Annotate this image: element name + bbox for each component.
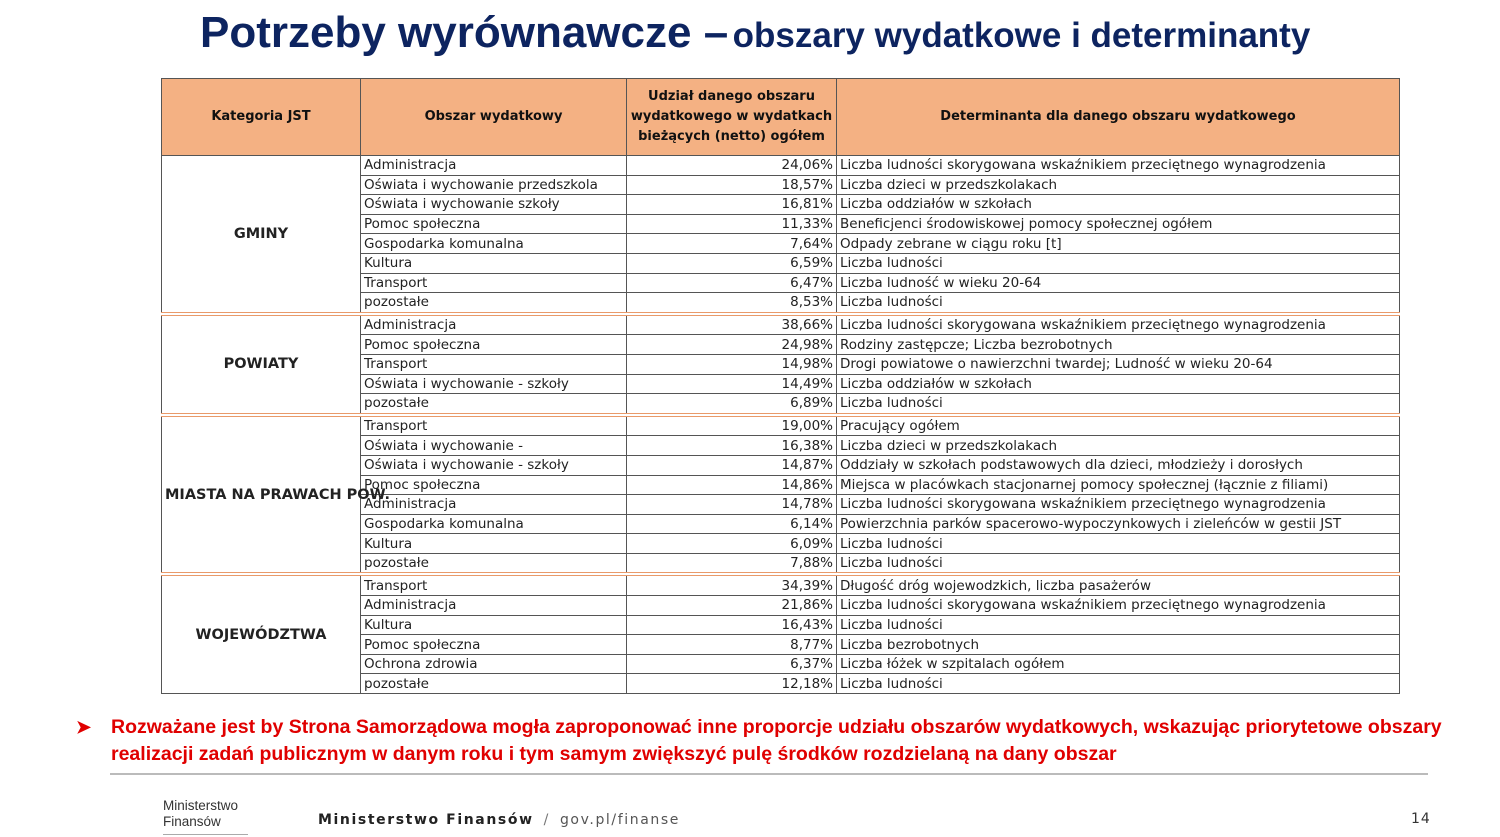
area-cell: pozostałe (361, 293, 627, 314)
area-cell: Ochrona zdrowia (361, 654, 627, 674)
determinant-cell: Liczba ludności (837, 534, 1400, 554)
share-cell: 6,14% (627, 514, 837, 534)
area-cell: Gospodarka komunalna (361, 234, 627, 254)
ministry-logo (163, 798, 238, 830)
share-cell: 34,39% (627, 574, 837, 595)
determinant-cell: Pracujący ogółem (837, 415, 1400, 436)
determinant-cell: Odpady zebrane w ciągu roku [t] (837, 234, 1400, 254)
area-cell: Administracja (361, 156, 627, 176)
area-cell: Kultura (361, 534, 627, 554)
header-area: Obszar wydatkowy (361, 79, 627, 156)
area-cell: Kultura (361, 615, 627, 635)
determinant-cell: Powierzchnia parków spacerowo-wypoczynkowych i zieleńców w gestii JST (837, 514, 1400, 534)
area-cell: pozostałe (361, 394, 627, 415)
share-cell: 6,89% (627, 394, 837, 415)
area-cell: Oświata i wychowanie przedszkola (361, 175, 627, 195)
title-main: Potrzeby wyrównawcze – (200, 8, 729, 57)
determinant-cell: Liczba ludności (837, 253, 1400, 273)
determinant-cell: Liczba oddziałów w szkołach (837, 374, 1400, 394)
table-row (162, 314, 1400, 335)
share-cell: 18,57% (627, 175, 837, 195)
share-cell: 6,59% (627, 253, 837, 273)
table-row (162, 574, 1400, 595)
determinant-cell: Liczba ludności skorygowana wskaźnikiem przeciętnego wynagrodzenia (837, 495, 1400, 515)
table-row (162, 156, 1400, 176)
share-cell: 6,37% (627, 654, 837, 674)
footer-separator: / (543, 812, 550, 828)
footer-divider (110, 773, 1428, 775)
footnote (76, 714, 1466, 768)
determinant-cell: Długość dróg wojewodzkich, liczba pasażerów (837, 574, 1400, 595)
header-category: Kategoria JST (162, 79, 361, 156)
page-title (200, 8, 1450, 68)
footer-org: Ministerstwo Finansów (318, 812, 534, 828)
expenditure-table (161, 78, 1400, 694)
share-cell: 7,88% (627, 553, 837, 574)
logo-line1: Ministerstwo (163, 798, 239, 813)
table-body (162, 156, 1400, 694)
determinant-cell: Liczba ludności (837, 674, 1400, 694)
area-cell: Pomoc społeczna (361, 475, 627, 495)
header-determinant: Determinanta dla danego obszaru wydatkowego (837, 79, 1400, 156)
share-cell: 16,81% (627, 195, 837, 215)
footer-url[interactable]: gov.pl/finanse (559, 812, 680, 828)
category-cell: MIASTA NA PRAWACH POW. (162, 415, 361, 575)
header-share: Udział danego obszaru wydatkowego w wydatkach bieżących (netto) ogółem (627, 79, 837, 156)
determinant-cell: Liczba ludności (837, 293, 1400, 314)
share-cell: 14,98% (627, 354, 837, 374)
share-cell: 11,33% (627, 214, 837, 234)
area-cell: pozostałe (361, 674, 627, 694)
share-cell: 14,86% (627, 475, 837, 495)
share-cell: 7,64% (627, 234, 837, 254)
area-cell: Transport (361, 273, 627, 293)
share-cell: 14,87% (627, 455, 837, 475)
share-cell: 24,98% (627, 335, 837, 355)
area-cell: Oświata i wychowanie szkoły (361, 195, 627, 215)
table-header-row (162, 79, 1400, 156)
share-cell: 16,43% (627, 615, 837, 635)
share-cell: 14,49% (627, 374, 837, 394)
determinant-cell: Oddziały w szkołach podstawowych dla dzieci, młodzieży i dorosłych (837, 455, 1400, 475)
share-cell: 6,09% (627, 534, 837, 554)
determinant-cell: Liczba ludność w wieku 20-64 (837, 273, 1400, 293)
area-cell: pozostałe (361, 553, 627, 574)
share-cell: 12,18% (627, 674, 837, 694)
category-cell: WOJEWÓDZTWA (162, 574, 361, 693)
determinant-cell: Liczba ludności skorygowana wskaźnikiem przeciętnego wynagrodzenia (837, 314, 1400, 335)
area-cell: Pomoc społeczna (361, 214, 627, 234)
area-cell: Oświata i wychowanie - (361, 436, 627, 456)
area-cell: Pomoc społeczna (361, 635, 627, 655)
share-cell: 16,38% (627, 436, 837, 456)
area-cell: Transport (361, 415, 627, 436)
category-cell: GMINY (162, 156, 361, 314)
area-cell: Transport (361, 574, 627, 595)
determinant-cell: Liczba ludności skorygowana wskaźnikiem przeciętnego wynagrodzenia (837, 596, 1400, 616)
footer-text (318, 812, 680, 828)
share-cell: 14,78% (627, 495, 837, 515)
area-cell: Administracja (361, 314, 627, 335)
title-sub: obszary wydatkowe i determinanty (732, 16, 1311, 55)
share-cell: 6,47% (627, 273, 837, 293)
table-row (162, 415, 1400, 436)
arrow-bullet-icon: ➤ (76, 717, 92, 737)
area-cell: Transport (361, 354, 627, 374)
logo-underline (163, 834, 248, 835)
determinant-cell: Drogi powiatowe o nawierzchni twardej; Ludność w wieku 20-64 (837, 354, 1400, 374)
determinant-cell: Liczba ludności (837, 553, 1400, 574)
share-cell: 8,77% (627, 635, 837, 655)
area-cell: Pomoc społeczna (361, 335, 627, 355)
area-cell: Administracja (361, 596, 627, 616)
share-cell: 19,00% (627, 415, 837, 436)
determinant-cell: Liczba dzieci w przedszkolakach (837, 436, 1400, 456)
footnote-text: Rozważane jest by Strona Samorządowa mogła zaproponować inne proporcje udziału obszarów wydatkowych, wskazując priorytetowe obszary realizacji zadań publicznym w danym roku i tym samym zwiększyć pulę środków rozdzielaną na dany obszar (111, 716, 1442, 765)
share-cell: 24,06% (627, 156, 837, 176)
determinant-cell: Miejsca w placówkach stacjonarnej pomocy społecznej (łącznie z filiami) (837, 475, 1400, 495)
determinant-cell: Liczba ludności skorygowana wskaźnikiem przeciętnego wynagrodzenia (837, 156, 1400, 176)
area-cell: Oświata i wychowanie - szkoły (361, 455, 627, 475)
determinant-cell: Liczba łóżek w szpitalach ogółem (837, 654, 1400, 674)
share-cell: 8,53% (627, 293, 837, 314)
determinant-cell: Liczba bezrobotnych (837, 635, 1400, 655)
area-cell: Gospodarka komunalna (361, 514, 627, 534)
determinant-cell: Liczba oddziałów w szkołach (837, 195, 1400, 215)
area-cell: Administracja (361, 495, 627, 515)
area-cell: Kultura (361, 253, 627, 273)
determinant-cell: Rodziny zastępcze; Liczba bezrobotnych (837, 335, 1400, 355)
category-cell: POWIATY (162, 314, 361, 415)
determinant-cell: Liczba dzieci w przedszkolakach (837, 175, 1400, 195)
share-cell: 21,86% (627, 596, 837, 616)
page-number: 14 (1411, 811, 1431, 827)
determinant-cell: Liczba ludności (837, 615, 1400, 635)
determinant-cell: Liczba ludności (837, 394, 1400, 415)
logo-line2: Finansów (163, 814, 221, 829)
determinant-cell: Beneficjenci środowiskowej pomocy społecznej ogółem (837, 214, 1400, 234)
area-cell: Oświata i wychowanie - szkoły (361, 374, 627, 394)
share-cell: 38,66% (627, 314, 837, 335)
